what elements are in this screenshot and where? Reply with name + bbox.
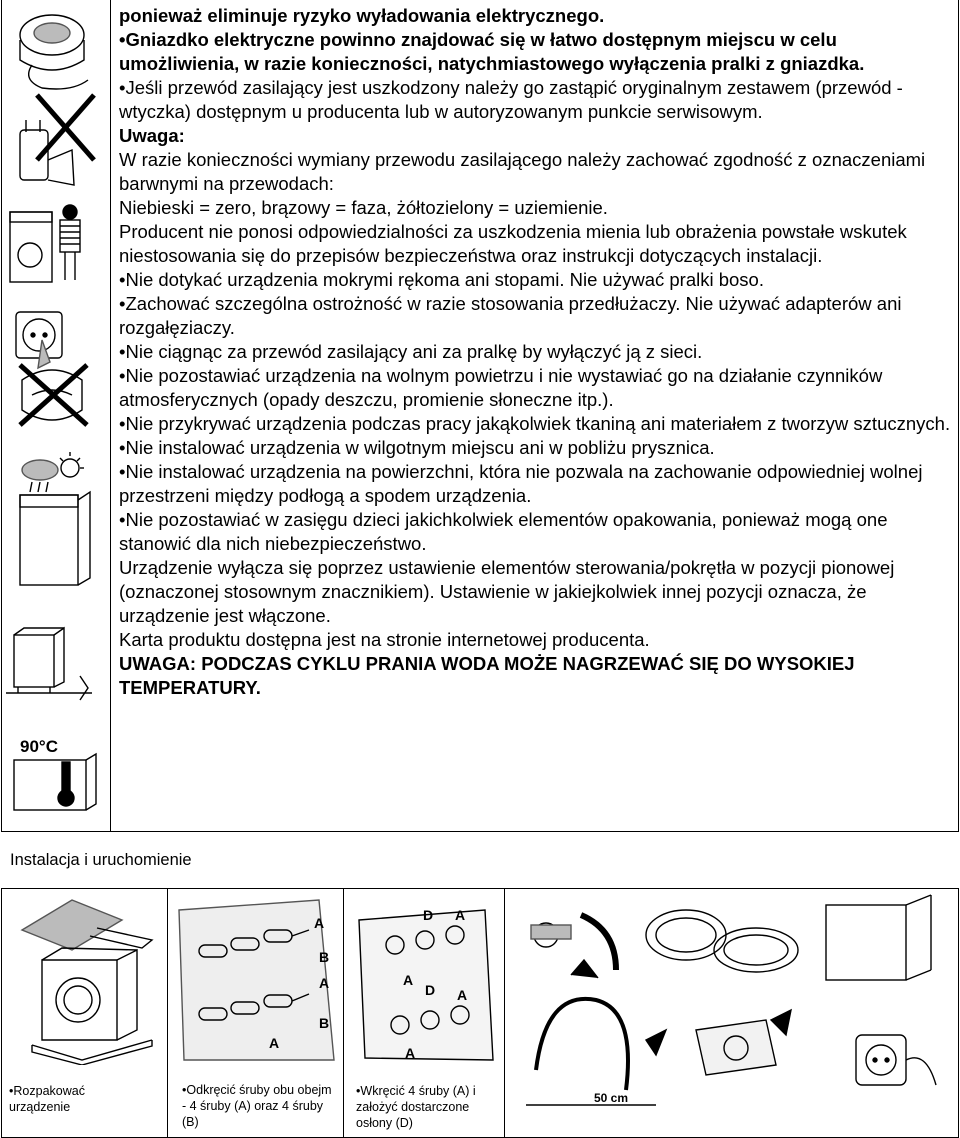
safety-paragraph: • Zachować szczególna ostrożność w razie stosowania przedłużaczy. Nie używać adapterów ani rozgałęziaczy. [119,292,951,340]
caption-remove-screws-text: • Odkręcić śruby obu obejm - 4 śruby (A) oraz 4 śruby (B) [182,1083,332,1129]
hose-coil-icon [646,910,798,972]
safety-paragraph: • Nie przykrywać urządzenia podczas pracy jakąkolwiek tkaniną ani materiałem z tworzyw sztucznych. [119,412,951,436]
safety-icons-column [2,0,110,830]
caption-unpack-text: • Rozpakować urządzenie [9,1084,85,1114]
safety-paragraph: Niebieski = zero, brązowy = faza, żółtozielony = uziemienie. [119,197,608,218]
svg-text:50 cm: 50 cm [594,1091,629,1105]
temperature-label: 90°C [20,737,58,756]
drain-hose-icon [526,999,666,1105]
safety-text [119,4,951,700]
safety-paragraph: • Jeśli przewód zasilający jest uszkodzony należy go zastąpić oryginalnym zestawem (przewód - wtyczka) dostępnym u producenta lub w autoryzowanym punkcie serwisowym. [119,76,951,124]
caption-cover-caps-text: • Wkręcić 4 śruby (A) i założyć dostarczone osłony (D) [356,1084,476,1130]
svg-text:D: D [425,982,436,998]
svg-text:A: A [403,972,414,988]
cover-caps-illustration [345,890,503,1065]
svg-text:A: A [314,915,325,931]
safety-paragraph: • Nie instalować urządzenia w wilgotnym miejscu ani w pobliżu prysznica. [119,436,951,460]
unpack-illustration [2,890,166,1065]
caption-unpack [9,1083,149,1115]
safety-paragraph: • Nie ciągnąc za przewód zasilający ani za pralkę by wyłączyć ją z sieci. [119,340,951,364]
safety-paragraph: • Nie pozostawiać urządzenia na wolnym powietrzu i nie wystawiać go na działanie czynników atmosferycznych (opady deszczu, promienie słoneczne itp.). [119,364,951,412]
safety-paragraph: ponieważ eliminuje ryzyko wyładowania elektrycznego. [119,5,605,26]
safety-paragraph: Producent nie ponosi odpowiedzialności za uszkodzenia mienia lub obrażenia powstałe wskutek niestosowania się do przepisów bezpieczeństwa oraz instrukcji dotyczących instalacji. [119,221,907,266]
safety-paragraph: UWAGA: PODCZAS CYKLU PRANIA WODA MOŻE NAGRZEWAĆ SIĘ DO WYSOKIEJ TEMPERATURY. [119,653,855,698]
hose-fitting-icon [696,1010,791,1075]
crossed-plug-icon [20,95,94,185]
svg-text:B: B [319,949,330,965]
svg-text:D: D [423,907,434,923]
washer-back-icon [826,895,931,980]
safety-paragraph: • Nie pozostawiać w zasięgu dzieci jakichkolwiek elementów opakowania, ponieważ mogą one stanowić dla nich niebezpieczeństwo. [119,508,951,556]
socket-plug-icon [16,312,62,368]
crossed-wet-hand-icon [20,365,87,425]
svg-text:A: A [455,907,466,923]
install-divider-2 [343,888,344,1138]
washer-clearance-icon [6,628,92,700]
safety-paragraph: Uwaga: [119,125,185,146]
safety-paragraph: • Gniazdko elektryczne powinno znajdować się w łatwo dostępnym miejscu w celu umożliwienia, w razie konieczności, natychmiastowego wyłączenia pralki z gniazdka. [119,28,951,76]
washer-weather-icon [20,452,90,585]
caption-remove-screws [182,1082,338,1130]
wall-socket-icon [856,1035,936,1085]
thermometer-icon [14,737,96,810]
section-heading: Instalacja i uruchomienie [10,851,192,869]
water-tap-icon [531,915,616,978]
svg-text:B: B [319,1015,330,1031]
install-divider-1 [167,888,168,1138]
safety-paragraph: W razie konieczności wymiany przewodu zasilającego należy zachować zgodność z oznaczeniami barwnymi na przewodach: [119,149,926,194]
remove-screws-illustration [169,890,341,1065]
safety-paragraph: • Nie dotykać urządzenia mokrymi rękoma ani stopami. Nie używać pralki boso. [119,268,951,292]
safety-paragraph: Urządzenie wyłącza się poprzez ustawienie elementów sterowania/pokrętła w pozycji pionowej (oznaczonej stosownym znacznikiem). Ustawienie w jakiejkolwiek innej pozycji oznacza, że urządzenie jest włączone. [119,557,895,626]
svg-text:A: A [405,1045,416,1061]
safety-paragraph: • Nie instalować urządzenia na powierzchni, która nie pozwala na zachowanie odpowiedniej wolnej przestrzeni między podłogą a spodem urządzenia. [119,460,951,508]
icon-column-divider [110,0,111,832]
washer-person-icon [10,205,80,282]
install-divider-3 [504,888,505,1138]
caption-cover-caps [356,1083,502,1131]
svg-text:A: A [457,987,468,1003]
svg-text:A: A [319,975,330,991]
svg-text:A: A [269,1035,280,1051]
washer-cord-icon [20,15,88,89]
safety-paragraph: Karta produktu dostępna jest na stronie internetowej producenta. [119,629,650,650]
hose-connection-illustration [506,890,958,1136]
